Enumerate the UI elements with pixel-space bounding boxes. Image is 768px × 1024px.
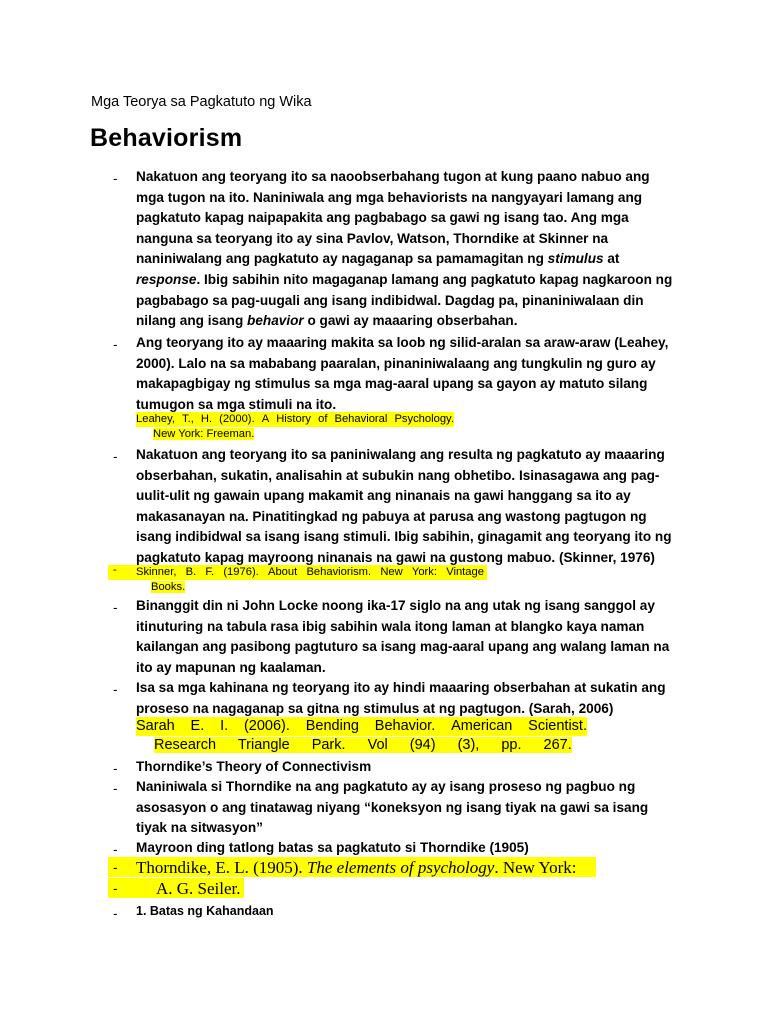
bullet-paragraph-8: Mayroon ding tatlong batas sa pagkatuto si Thorndike (1905) bbox=[136, 840, 529, 855]
bullet-dash: - bbox=[113, 761, 118, 776]
reference-word: History bbox=[276, 413, 312, 425]
reference-word: E. bbox=[190, 718, 205, 734]
reference-word: (1976). bbox=[223, 566, 259, 578]
reference-word: About bbox=[267, 566, 298, 578]
reference-word: (2000). bbox=[219, 413, 255, 425]
reference-line bbox=[136, 412, 454, 427]
bullet-paragraph-9: 1. Batas ng Kahandaan bbox=[136, 904, 274, 918]
reference-word: A bbox=[261, 413, 270, 425]
bullet-dash: - bbox=[113, 171, 118, 186]
bullet-paragraph-1: Nakatuon ang teoryang ito sa naoobserbahang tugon at kung paano nabuo ang mga tugon na ito. Naniniwala ang mga behaviorists na nangyayari lamang ang pagkatuto kapag naipapakita ang pagbabago sa gawi ng isang tao. Ang mga nanguna sa teoryang ito ay sina Pavlov, Watson, Thorndike at Skinner na naniniwalang ang pagkatuto ay nagaganap sa pamamagitan ng stimulus at response. Ibig sabihin nito magaganap lamang ang pagkatuto kapag nagkaroon ng pagbabago sa pag-uugali ang isang indibidwal. Dagdag pa, pinaniniwalaan din nilang ang isang behavior o gawi ay maaaring obserbahan. bbox=[136, 169, 673, 329]
bullet-paragraph-3: Nakatuon ang teoryang ito sa paniniwalang ang resulta ng pagkatuto ay maaaring obserbahan, sukatin, analisahin at subukin nang obhetibo. Isinasagawa ang pag-uulit-ulit ng gawain upang makamit ang ninanais na gawi hanggang sa ito ay makasanayan na. Pinatitingkad ng pabuya at parusa ang wastong pagtugon ng isang indibidwal sa isang isang stimuli. Ibig sabihin, ginagamit ang teoryang ito ng pagkatuto kapag mayroong ninanais na gawi na gustong mabuo. (Skinner, 1976) bbox=[136, 447, 672, 565]
bullet-paragraph-2: Ang teoryang ito ay maaaring makita sa loob ng silid-aralan sa araw-araw (Leahey, 2000). Lalo na sa mababang paaralan, pinaniniwalaang ang tungkulin ng guro ay makapagbigay ng stimulus sa mga mag-aaral upang sa gayon ay matuto silang tumugon sa mga stimuli na ito. bbox=[136, 335, 669, 412]
reference-sarah bbox=[136, 717, 587, 755]
reference-word: I. bbox=[220, 718, 229, 734]
bullet-paragraph-5: Isa sa mga kahinana ng teoryang ito ay hindi maaaring obserbahan at sukatin ang proseso na nagaganap sa gitna ng stimulus at ng pagtugon. (Sarah, 2006) bbox=[136, 680, 666, 716]
reference-line bbox=[136, 717, 587, 736]
reference-line: Books. bbox=[151, 581, 186, 593]
reference-word: T., bbox=[182, 413, 194, 425]
bullet-dash: - bbox=[113, 906, 118, 921]
document-subtitle: Mga Teorya sa Pagkatuto ng Wika bbox=[91, 94, 312, 110]
bullet-dash: - bbox=[113, 781, 118, 796]
bullet-dash: - bbox=[113, 881, 118, 896]
reference-word: Sarah bbox=[136, 718, 175, 734]
reference-line bbox=[136, 565, 484, 580]
reference-word: of bbox=[318, 413, 328, 425]
reference-word: H. bbox=[200, 413, 213, 425]
bullet-dash: - bbox=[113, 860, 118, 875]
reference-thorndike bbox=[136, 857, 577, 899]
reference-word: Vintage bbox=[446, 566, 484, 578]
reference-word: B. bbox=[185, 566, 197, 578]
reference-word: Scientist. bbox=[528, 718, 587, 734]
bullet-dash: - bbox=[113, 337, 118, 352]
bullet-dash: - bbox=[113, 600, 118, 615]
reference-word: Behavioral bbox=[334, 413, 388, 425]
reference-word: Behavior. bbox=[374, 718, 436, 734]
reference-word: (2006). bbox=[243, 718, 290, 734]
reference-line: Research Triangle Park. Vol (94) (3), pp. 267. bbox=[154, 737, 572, 753]
bullet-paragraph-7: Naniniwala si Thorndike na ang pagkatuto ay ay isang proseso ng pagbuo ng asosasyon o ang tinatawag niyang “koneksyon ng isang tiyak na gawi sa isang tiyak na sitwasyon” bbox=[136, 779, 649, 836]
reference-line: A. G. Seiler. bbox=[156, 879, 241, 898]
bullet-dash: - bbox=[113, 564, 117, 576]
reference-word: Bending bbox=[305, 718, 359, 734]
bullet-paragraph-4: Binanggit din ni John Locke noong ika-17 siglo na ang utak ng isang sanggol ay itinuturing na tabula rasa ibig sabihin wala itong laman at blangko kaya naman kailangan ang pasibong pagtuturo sa isang mag-aaral upang ang walang laman na ito ay mapunan ng kaalaman. bbox=[136, 598, 670, 675]
bullet-paragraph-6: Thorndike’s Theory of Connectivism bbox=[136, 759, 372, 774]
reference-word: Behaviorism. bbox=[306, 566, 372, 578]
bullet-dash: - bbox=[113, 842, 118, 857]
reference-word: American bbox=[451, 718, 513, 734]
reference-skinner bbox=[136, 565, 484, 595]
section-heading: Behaviorism bbox=[90, 124, 243, 152]
reference-word: Skinner, bbox=[136, 566, 177, 578]
reference-word: F. bbox=[205, 566, 215, 578]
reference-line: New York: Freeman. bbox=[153, 428, 255, 440]
reference-leahey bbox=[136, 412, 454, 442]
reference-word: Psychology. bbox=[394, 413, 454, 425]
reference-word: New bbox=[380, 566, 403, 578]
reference-word: York: bbox=[411, 566, 437, 578]
bullet-dash: - bbox=[113, 449, 118, 464]
bullet-dash: - bbox=[113, 682, 118, 697]
reference-line: Thorndike, E. L. (1905). The elements of psychology. New York: bbox=[136, 858, 577, 877]
reference-word: Leahey, bbox=[136, 413, 175, 425]
